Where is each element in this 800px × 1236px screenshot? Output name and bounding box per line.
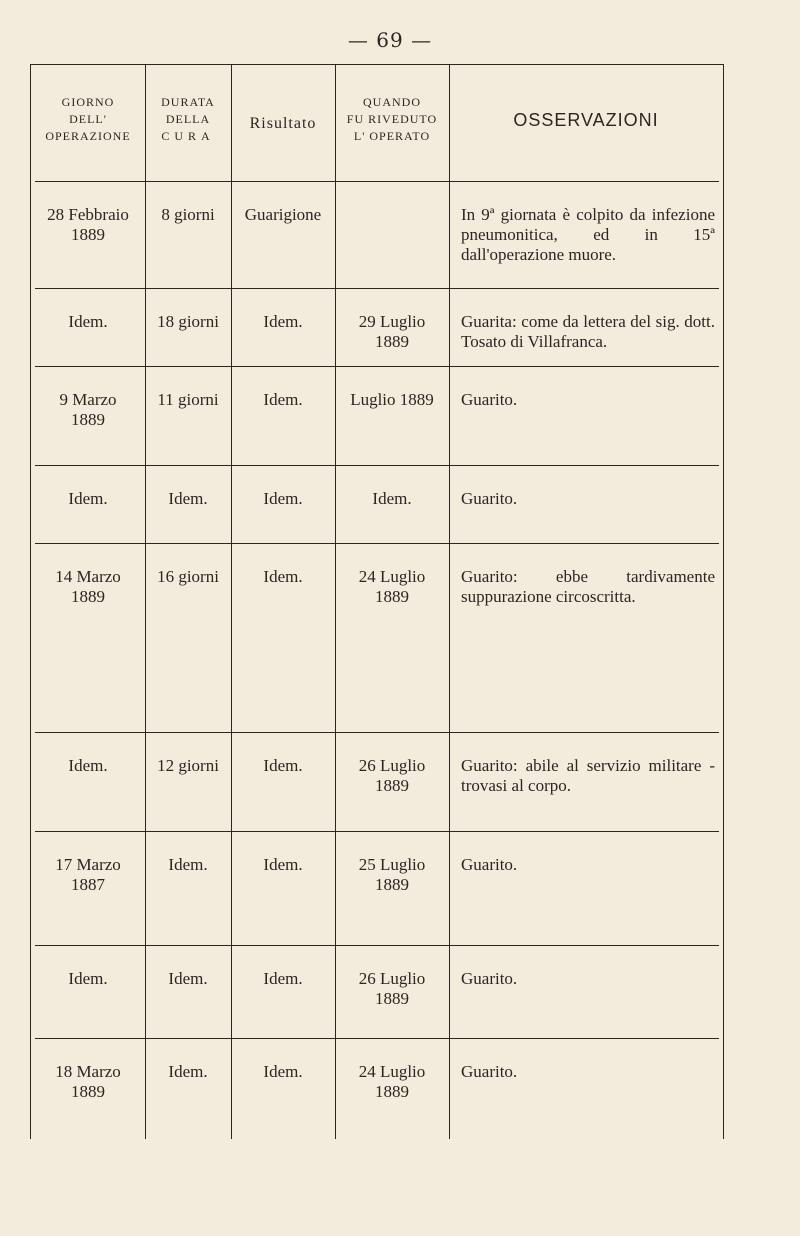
cell-osservazioni: Guarito: ebbe tardivamente suppurazione circoscritta.: [461, 567, 715, 606]
row-divider: [35, 1038, 719, 1039]
cell-giorno-1: 14 Marzo: [55, 567, 121, 586]
header-giorno-line3: OPERAZIONE: [45, 129, 131, 143]
cell-giorno-1: Idem.: [68, 489, 108, 508]
cell-osservazioni: Guarito: abile al servizio militare - trovasi al corpo.: [461, 756, 715, 795]
header-giorno-line2: DELL': [69, 112, 107, 126]
row-divider: [35, 945, 719, 946]
cell-osservazioni: Guarito.: [461, 489, 518, 508]
cell-durata: 18 giorni: [157, 312, 219, 331]
cell-osservazioni: In 9ª giornata è colpito da infezione pneumonitica, ed in 15ª dall'operazione muore.: [461, 205, 715, 264]
cell-giorno-1: Idem.: [68, 756, 108, 775]
cell-quando-1: 24 Luglio: [358, 1062, 426, 1081]
cell-risultato: Idem.: [263, 969, 303, 988]
cell-giorno-1: Idem.: [68, 312, 108, 331]
cell-giorno-1: 17 Marzo: [55, 855, 121, 874]
cell-quando-1: Idem.: [372, 489, 412, 508]
cell-osservazioni: Guarito.: [461, 1062, 518, 1081]
cell-giorno-1: Idem.: [68, 969, 108, 988]
cell-giorno-2: 1889: [71, 225, 105, 244]
cell-durata: 11 giorni: [157, 390, 219, 409]
cell-durata: 16 giorni: [157, 567, 219, 586]
cell-quando-1: 29 Luglio: [358, 312, 426, 331]
column-divider: [145, 65, 146, 1139]
header-quando-line2: FU RIVEDUTO: [346, 112, 438, 126]
row-divider: [35, 732, 719, 733]
header-durata: [145, 94, 231, 145]
header-quando-line3: L' OPERATO: [353, 129, 431, 143]
cell-durata: Idem.: [168, 1062, 208, 1081]
cell-risultato: Idem.: [263, 390, 303, 409]
cell-risultato: Idem.: [263, 855, 303, 874]
cell-durata: Idem.: [168, 489, 208, 508]
cell-quando-1: 25 Luglio: [358, 855, 426, 874]
header-giorno-line1: GIORNO: [61, 95, 115, 109]
cell-quando-1: 24 Luglio: [358, 567, 426, 586]
cell-giorno-1: 28 Febbraio: [47, 205, 129, 224]
cell-quando-1: 26 Luglio: [358, 756, 426, 775]
cell-giorno-2: 1889: [71, 1082, 105, 1101]
cell-quando-2: 1889: [375, 1082, 409, 1101]
cell-quando-1: 26 Luglio: [358, 969, 426, 988]
row-divider: [35, 181, 719, 182]
cell-risultato: Idem.: [263, 756, 303, 775]
column-divider: [231, 65, 232, 1139]
cell-risultato: Idem.: [263, 312, 303, 331]
cell-osservazioni: Guarito.: [461, 855, 518, 874]
column-divider: [449, 65, 450, 1139]
cell-osservazioni: Guarito.: [461, 969, 518, 988]
cell-osservazioni: Guarito.: [461, 390, 518, 409]
row-divider: [35, 288, 719, 289]
cell-risultato: Idem.: [263, 1062, 303, 1081]
cell-quando-2: 1889: [375, 776, 409, 795]
cell-durata: Idem.: [168, 855, 208, 874]
header-quando: [335, 94, 449, 145]
header-durata-line2: DELLA: [165, 112, 211, 126]
header-durata-line1: DURATA: [161, 95, 215, 109]
cell-risultato: Guarigione: [244, 205, 322, 224]
cell-quando-2: 1889: [375, 989, 409, 1008]
column-divider: [335, 65, 336, 1139]
cell-durata: 12 giorni: [157, 756, 219, 775]
row-divider: [35, 465, 719, 466]
cell-giorno-2: 1887: [71, 875, 105, 894]
cell-giorno-2: 1889: [71, 587, 105, 606]
header-quando-line1: QUANDO: [363, 95, 421, 109]
cell-giorno-2: 1889: [71, 410, 105, 429]
header-osservazioni: OSSERVAZIONI: [513, 110, 659, 130]
header-durata-line3: CURA: [161, 129, 215, 143]
cell-quando-2: 1889: [375, 587, 409, 606]
row-divider: [35, 831, 719, 832]
header-giorno: [31, 94, 145, 145]
page-number: — 69 —: [347, 28, 433, 52]
cell-quando-1: Luglio 1889: [350, 390, 434, 409]
cell-risultato: Idem.: [263, 489, 303, 508]
cell-quando-2: 1889: [375, 332, 409, 351]
cell-giorno-1: 9 Marzo: [59, 390, 117, 409]
ledger-table: [30, 64, 724, 1139]
cell-giorno-1: 18 Marzo: [55, 1062, 121, 1081]
cell-quando-2: 1889: [375, 875, 409, 894]
cell-risultato: Idem.: [263, 567, 303, 586]
cell-durata: Idem.: [168, 969, 208, 988]
row-divider: [35, 366, 719, 367]
cell-osservazioni: Guarita: come da lettera del sig. dott. Tosato di Villafranca.: [461, 312, 715, 351]
row-divider: [35, 543, 719, 544]
cell-durata: 8 giorni: [161, 205, 215, 224]
header-risultato: Risultato: [249, 115, 317, 132]
